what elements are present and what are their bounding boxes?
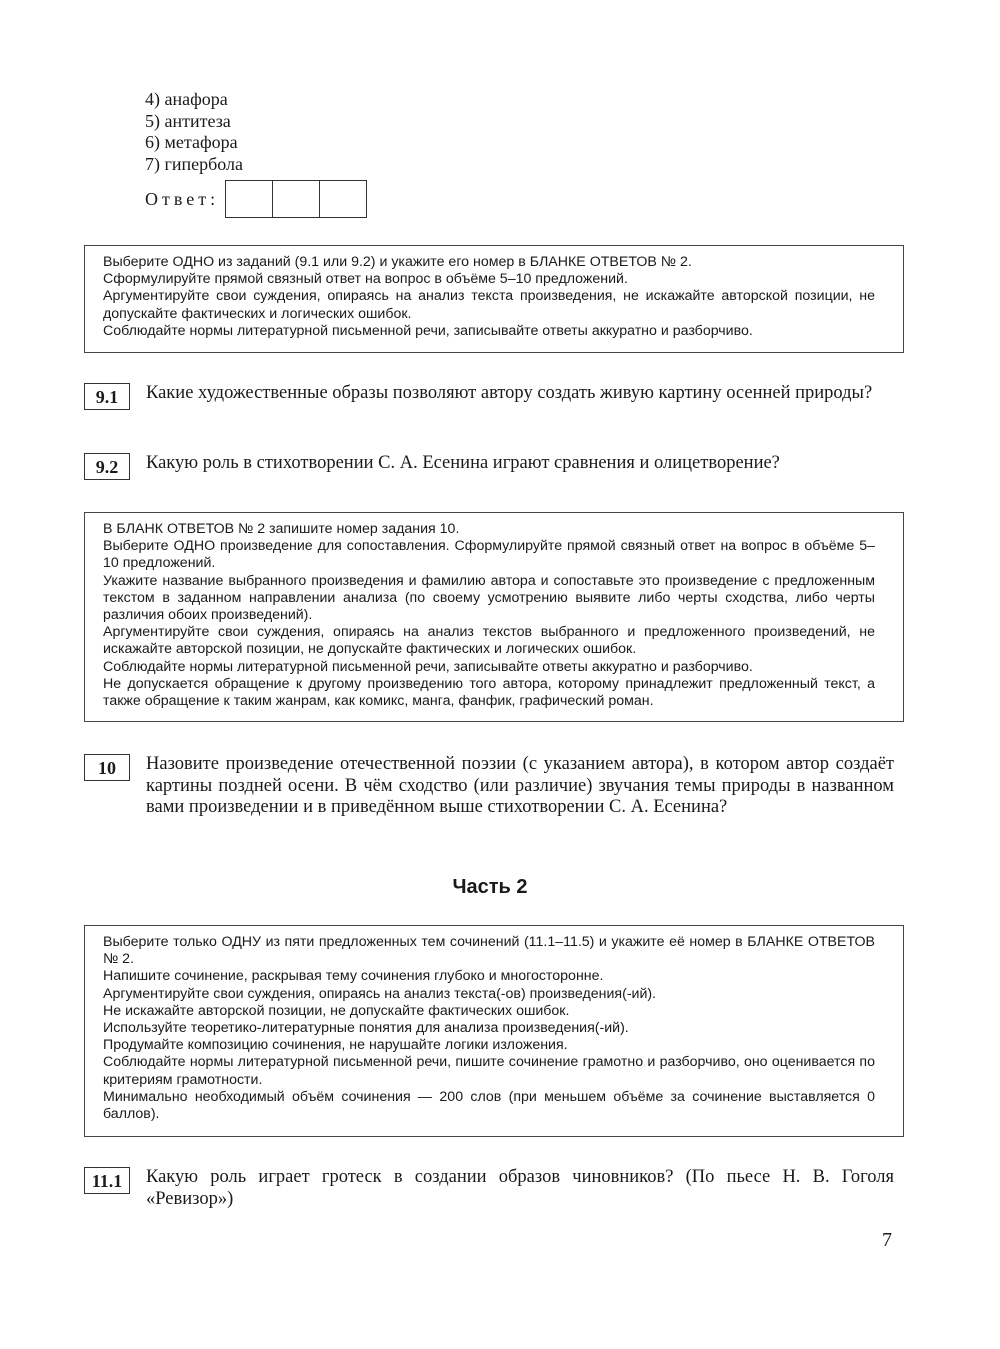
answer-cell[interactable] [320,181,366,217]
task-question: Какую роль в стихотворении С. А. Есенина играют сравнения и олицетворение? [146,453,780,473]
option-item: 7) гипербола [145,153,244,174]
instructions-box-task-10: В БЛАНК ОТВЕТОВ № 2 запишите номер задания 10. Выберите ОДНО произведение для сопоставления. Сформулируйте прямой связный ответ на вопрос в объёме 5–10 предложений. Укажите название выбранного произведения и фамилию автора и сопоставьте это произведение с предложенным текстом в заданном направлении анализа (по своему усмотрению выявите либо черты сходства, либо черты различия обоих произведений). Аргументируйте свои суждения, опираясь на анализ текстов выбранного и предложенного произведений, не искажайте авторской позиции, не допускайте фактических и логических ошибок. Соблюдайте нормы литературной письменной речи, записывайте ответы аккуратно и разборчиво. Не допускается обращение к другому произведению того автора, которому принадлежит предложенный текст, а также обращение к таким жанрам, как комикс, манга, фанфик, графический роман. [84,512,904,722]
task-number-badge: 11.1 [84,1167,130,1194]
option-item: 5) антитеза [145,110,231,131]
option-item: 6) метафора [145,132,238,152]
answer-row [145,180,367,218]
page-number: 7 [882,1229,892,1251]
task-11-1 [84,1167,894,1210]
instructions-box-task-9: Выберите ОДНО из заданий (9.1 или 9.2) и укажите его номер в БЛАНКЕ ОТВЕТОВ № 2. Сформулируйте прямой связный ответ на вопрос в объёме 5–10 предложений. Аргументируйте свои суждения, опираясь на анализ текста произведения, не искажайте авторской позиции, не допускайте фактических и логических ошибок. Соблюдайте нормы литературной письменной речи, записывайте ответы аккуратно и разборчиво. [84,245,904,353]
option-item: 4) анафора [145,89,228,109]
task-10 [84,754,894,819]
task-number-badge: 9.2 [84,453,130,480]
task-question: Назовите произведение отечественной поэзии (с указанием автора), в котором автор создаёт картины поздней осени. В чём сходство (или различие) звучания темы природы в названном вами произведении и в приведённом выше стихотворении С. А. Есенина? [146,754,894,817]
task-number-badge: 10 [84,754,130,781]
task-question: Какую роль играет гротеск в создании образов чиновников? (По пьесе Н. В. Гоголя «Ревизор») [146,1167,894,1209]
task-9-2 [84,453,894,480]
answer-label: Ответ: [145,188,220,209]
answer-cells [225,180,367,218]
task-question: Какие художественные образы позволяют автору создать живую картину осенней природы? [146,383,873,403]
instructions-box-part-2: Выберите только ОДНУ из пяти предложенных тем сочинений (11.1–11.5) и укажите её номер в БЛАНКЕ ОТВЕТОВ № 2. Напишите сочинение, раскрывая тему сочинения глубоко и многосторонне. Аргументируйте свои суждения, опираясь на анализ текста(-ов) произведения(-ий). Не искажайте авторской позиции, не допускайте фактических ошибок. Используйте теоретико-литературные понятия для анализа произведения(-ий). Продумайте композицию сочинения, не нарушайте логики изложения. Соблюдайте нормы литературной письменной речи, пишите сочинение грамотно и разборчиво, оно оценивается по критериям грамотности. Минимально необходимый объём сочинения — 200 слов (при меньшем объёме за сочинение выставляется 0 баллов). [84,925,904,1137]
answer-cell[interactable] [226,181,273,217]
answer-cell[interactable] [273,181,320,217]
task-9-1 [84,383,894,410]
options-list [145,89,243,175]
part-2-heading: Часть 2 [452,876,528,898]
task-number-badge: 9.1 [84,383,130,410]
